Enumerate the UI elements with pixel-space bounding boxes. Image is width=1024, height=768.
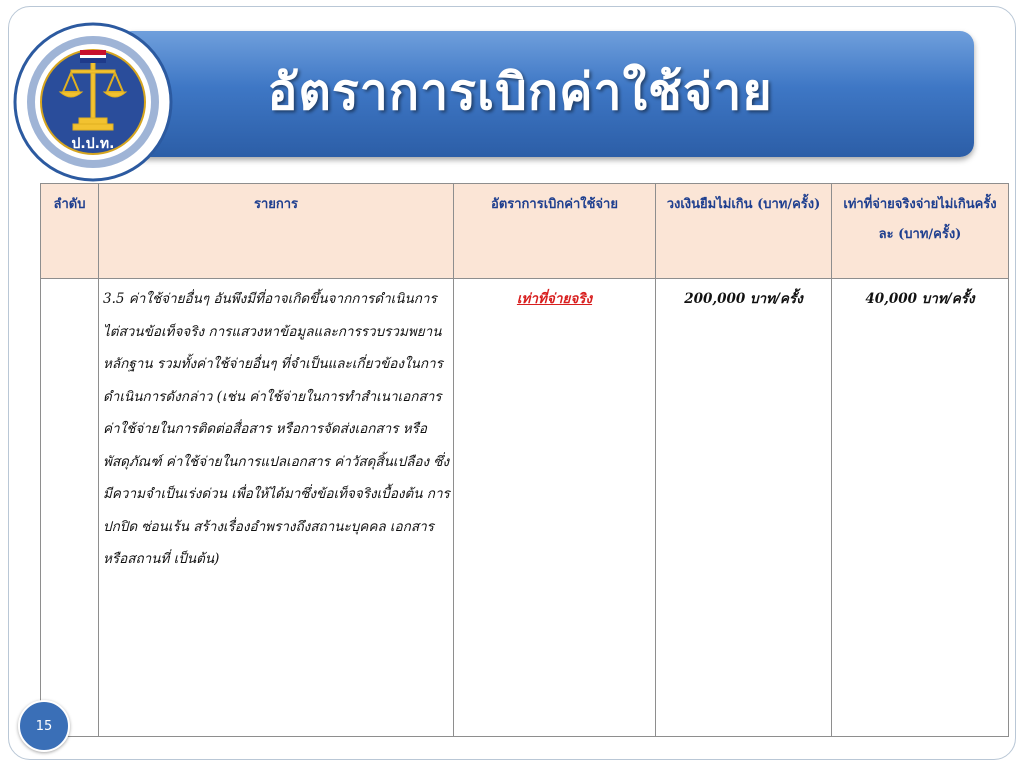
header-loan-limit: วงเงินยืมไม่เกิน (บาท/ครั้ง) xyxy=(656,184,832,279)
pacc-seal-logo xyxy=(13,22,173,182)
slide-title: อัตราการเบิกค่าใช้จ่าย xyxy=(267,62,773,121)
row-order xyxy=(41,279,99,737)
row-loan-limit: 200,000 บาท/ครั้ง xyxy=(656,279,832,737)
row-rate-cell xyxy=(454,279,656,737)
table-header-row xyxy=(41,184,1009,279)
logo-lettering: ป.ป.ท. xyxy=(71,136,115,152)
header-item: รายการ xyxy=(99,184,454,279)
table-row xyxy=(41,279,1009,737)
header-order: ลำดับ xyxy=(41,184,99,279)
header-rate: อัตราการเบิกค่าใช้จ่าย xyxy=(454,184,656,279)
header-actual-limit: เท่าที่จ่ายจริงจ่ายไม่เกินครั้งละ (บาท/ครั้ง) xyxy=(832,184,1009,279)
row-description: 3.5 ค่าใช้จ่ายอื่นๆ อันพึงมีที่อาจเกิดขึ้นจากการดำเนินการไต่สวนข้อเท็จจริง การแสวงหาข้อมูลและการรวบรวมพยานหลักฐาน รวมทั้งค่าใช้จ่ายอื่นๆ ที่จำเป็นและเกี่ยวข้องในการดำเนินการดังกล่าว (เช่น ค่าใช้จ่ายในการทำสำเนาเอกสาร ค่าใช้จ่ายในการติดต่อสื่อสาร หรือการจัดส่งเอกสาร หรือพัสดุภัณฑ์ ค่าใช้จ่ายในการแปลเอกสาร ค่าวัสดุสิ้นเปลือง ซึ่งมีความจำเป็นเร่งด่วน เพื่อให้ได้มาซึ่งข้อเท็จจริงเบื้องต้น การปกปิด ซ่อนเร้น สร้างเรื่องอำพรางถึงสถานะบุคคล เอกสารหรือสถานที่ เป็นต้น) xyxy=(99,279,454,737)
rates-table xyxy=(40,183,1009,737)
row-actual-limit: 40,000 บาท/ครั้ง xyxy=(832,279,1009,737)
page-number-badge: 15 xyxy=(18,700,70,752)
row-rate-link[interactable]: เท่าที่จ่ายจริง xyxy=(516,291,593,307)
